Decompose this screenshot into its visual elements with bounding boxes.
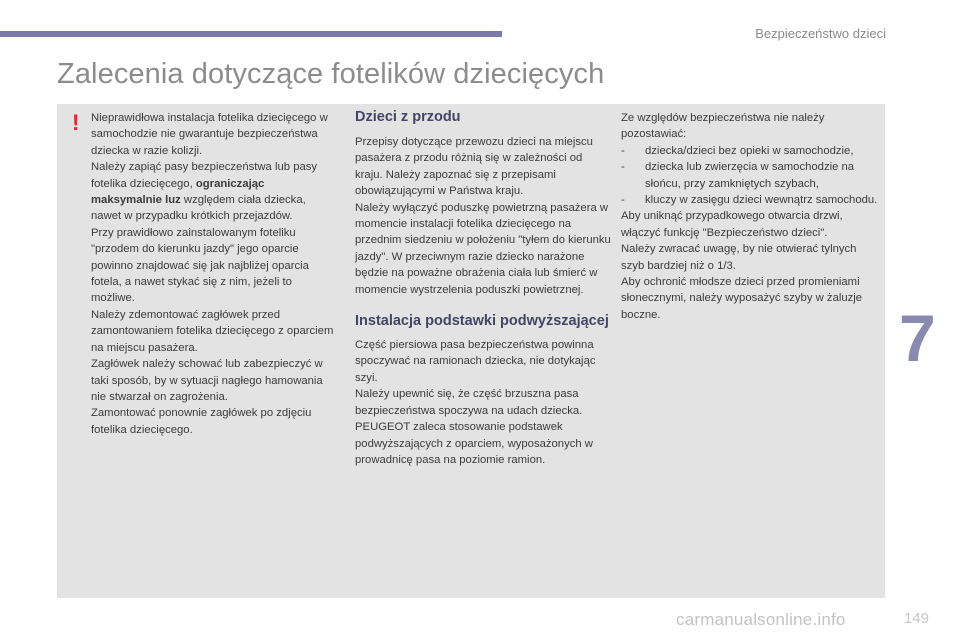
watermark: carmanualsonline.info bbox=[676, 610, 846, 629]
booster-paragraph: Należy upewnić się, że część brzuszna pasa bezpieczeństwa spoczywa na udach dziecka. bbox=[355, 388, 583, 417]
list-item-text: dziecka/dzieci bez opieki w samochodzie, bbox=[645, 144, 854, 157]
dash-bullet: - bbox=[621, 161, 625, 174]
warning-text: względem ciała dziecka, nawet w przypadku krótkich przejazdów. bbox=[91, 194, 306, 223]
warning-paragraph: Zamontować ponownie zagłówek po zdjęciu fotelika dziecięcego. bbox=[91, 407, 312, 436]
header-accent-bar bbox=[0, 31, 502, 37]
list-item bbox=[621, 143, 879, 159]
page-title: Zalecenia dotyczące fotelików dziecięcych bbox=[57, 58, 605, 90]
content-panel bbox=[57, 104, 885, 598]
booster-heading: Instalacja podstawki podwyższającej bbox=[355, 313, 609, 330]
warning-paragraph: Nieprawidłowa instalacja fotelika dziecięcego w samochodzie nie gwarantuje bezpieczeństwa dziecka w razie kolizji. bbox=[91, 112, 328, 157]
warning-paragraph: Należy zdemontować zagłówek przed zamontowaniem fotelika dziecięcego z oparciem na miejscu pasażera. bbox=[91, 308, 334, 354]
dash-bullet: - bbox=[621, 194, 625, 207]
exclamation-icon: ! bbox=[72, 110, 80, 135]
booster-paragraph: PEUGEOT zaleca stosowanie podstawek podwyższających z oparciem, wyposażonych w prowadnicę pasa na poziomie ramion. bbox=[355, 421, 593, 466]
list-item bbox=[621, 159, 879, 192]
safety-intro: Ze względów bezpieczeństwa nie należy pozostawiać: bbox=[621, 112, 825, 141]
front-paragraph: Przepisy dotyczące przewozu dzieci na miejscu pasażera z przodu różnią się w zależności od kraju. Należy zapoznać się z przepisami obowiązującymi w Państwa kraju. bbox=[355, 136, 593, 198]
list-item-text: dziecka lub zwierzęcia w samochodzie na słońcu, przy zamkniętych szybach, bbox=[645, 161, 855, 190]
page-number: 149 bbox=[904, 610, 930, 627]
front-paragraph: Należy wyłączyć poduszkę powietrzną pasażera w momencie instalacji fotelika dziecięcego na przednim siedzeniu w położeniu "tyłem do kierunku jazdy". W przeciwnym razie dziecko narażone będzie na poważne obrażenia ciała lub śmierć w momencie wystrzelenia poduszki powietrznej. bbox=[355, 201, 611, 296]
chapter-number: 7 bbox=[899, 301, 936, 375]
dash-bullet: - bbox=[621, 144, 625, 157]
warning-column bbox=[91, 110, 335, 438]
list-item-text: kluczy w zasięgu dzieci wewnątrz samochodu. bbox=[645, 194, 878, 207]
warning-emphasis: ograniczając maksymalnie luz bbox=[91, 177, 265, 207]
section-title: Bezpieczeństwo dzieci bbox=[755, 26, 886, 41]
front-column bbox=[355, 109, 611, 468]
list-item bbox=[621, 192, 879, 208]
front-heading: Dzieci z przodu bbox=[355, 109, 461, 125]
safety-paragraph: Aby uniknąć przypadkowego otwarcia drzwi, włączyć funkcję "Bezpieczeństwo dzieci". bbox=[621, 210, 843, 239]
safety-paragraph: Aby ochronić młodsze dzieci przed promieniami słonecznymi, należy wyposażyć szyby w żaluzje boczne. bbox=[621, 276, 863, 321]
warning-paragraph: Zagłówek należy schować lub zabezpieczyć w taki sposób, by w sytuacji nagłego hamowania nie stwarzał on zagrożenia. bbox=[91, 358, 323, 403]
warning-paragraph bbox=[91, 159, 335, 225]
safety-paragraph: Należy zwracać uwagę, by nie otwierać tylnych szyb bardziej niż o 1/3. bbox=[621, 243, 857, 272]
booster-paragraph: Część piersiowa pasa bezpieczeństwa powinna spoczywać na ramionach dziecka, nie dotykając szyi. bbox=[355, 339, 596, 384]
warning-paragraph: Przy prawidłowo zainstalowanym foteliku "przodem do kierunku jazdy" jego oparcie powinno znajdować się jak najbliżej oparcia fotela, a nawet stykać się z nim, jeżeli to możliwe. bbox=[91, 226, 309, 305]
warning-text: Należy zapiąć pasy bezpieczeństwa lub pasy fotelika dziecięcego, bbox=[91, 161, 318, 190]
safety-column bbox=[621, 110, 879, 323]
